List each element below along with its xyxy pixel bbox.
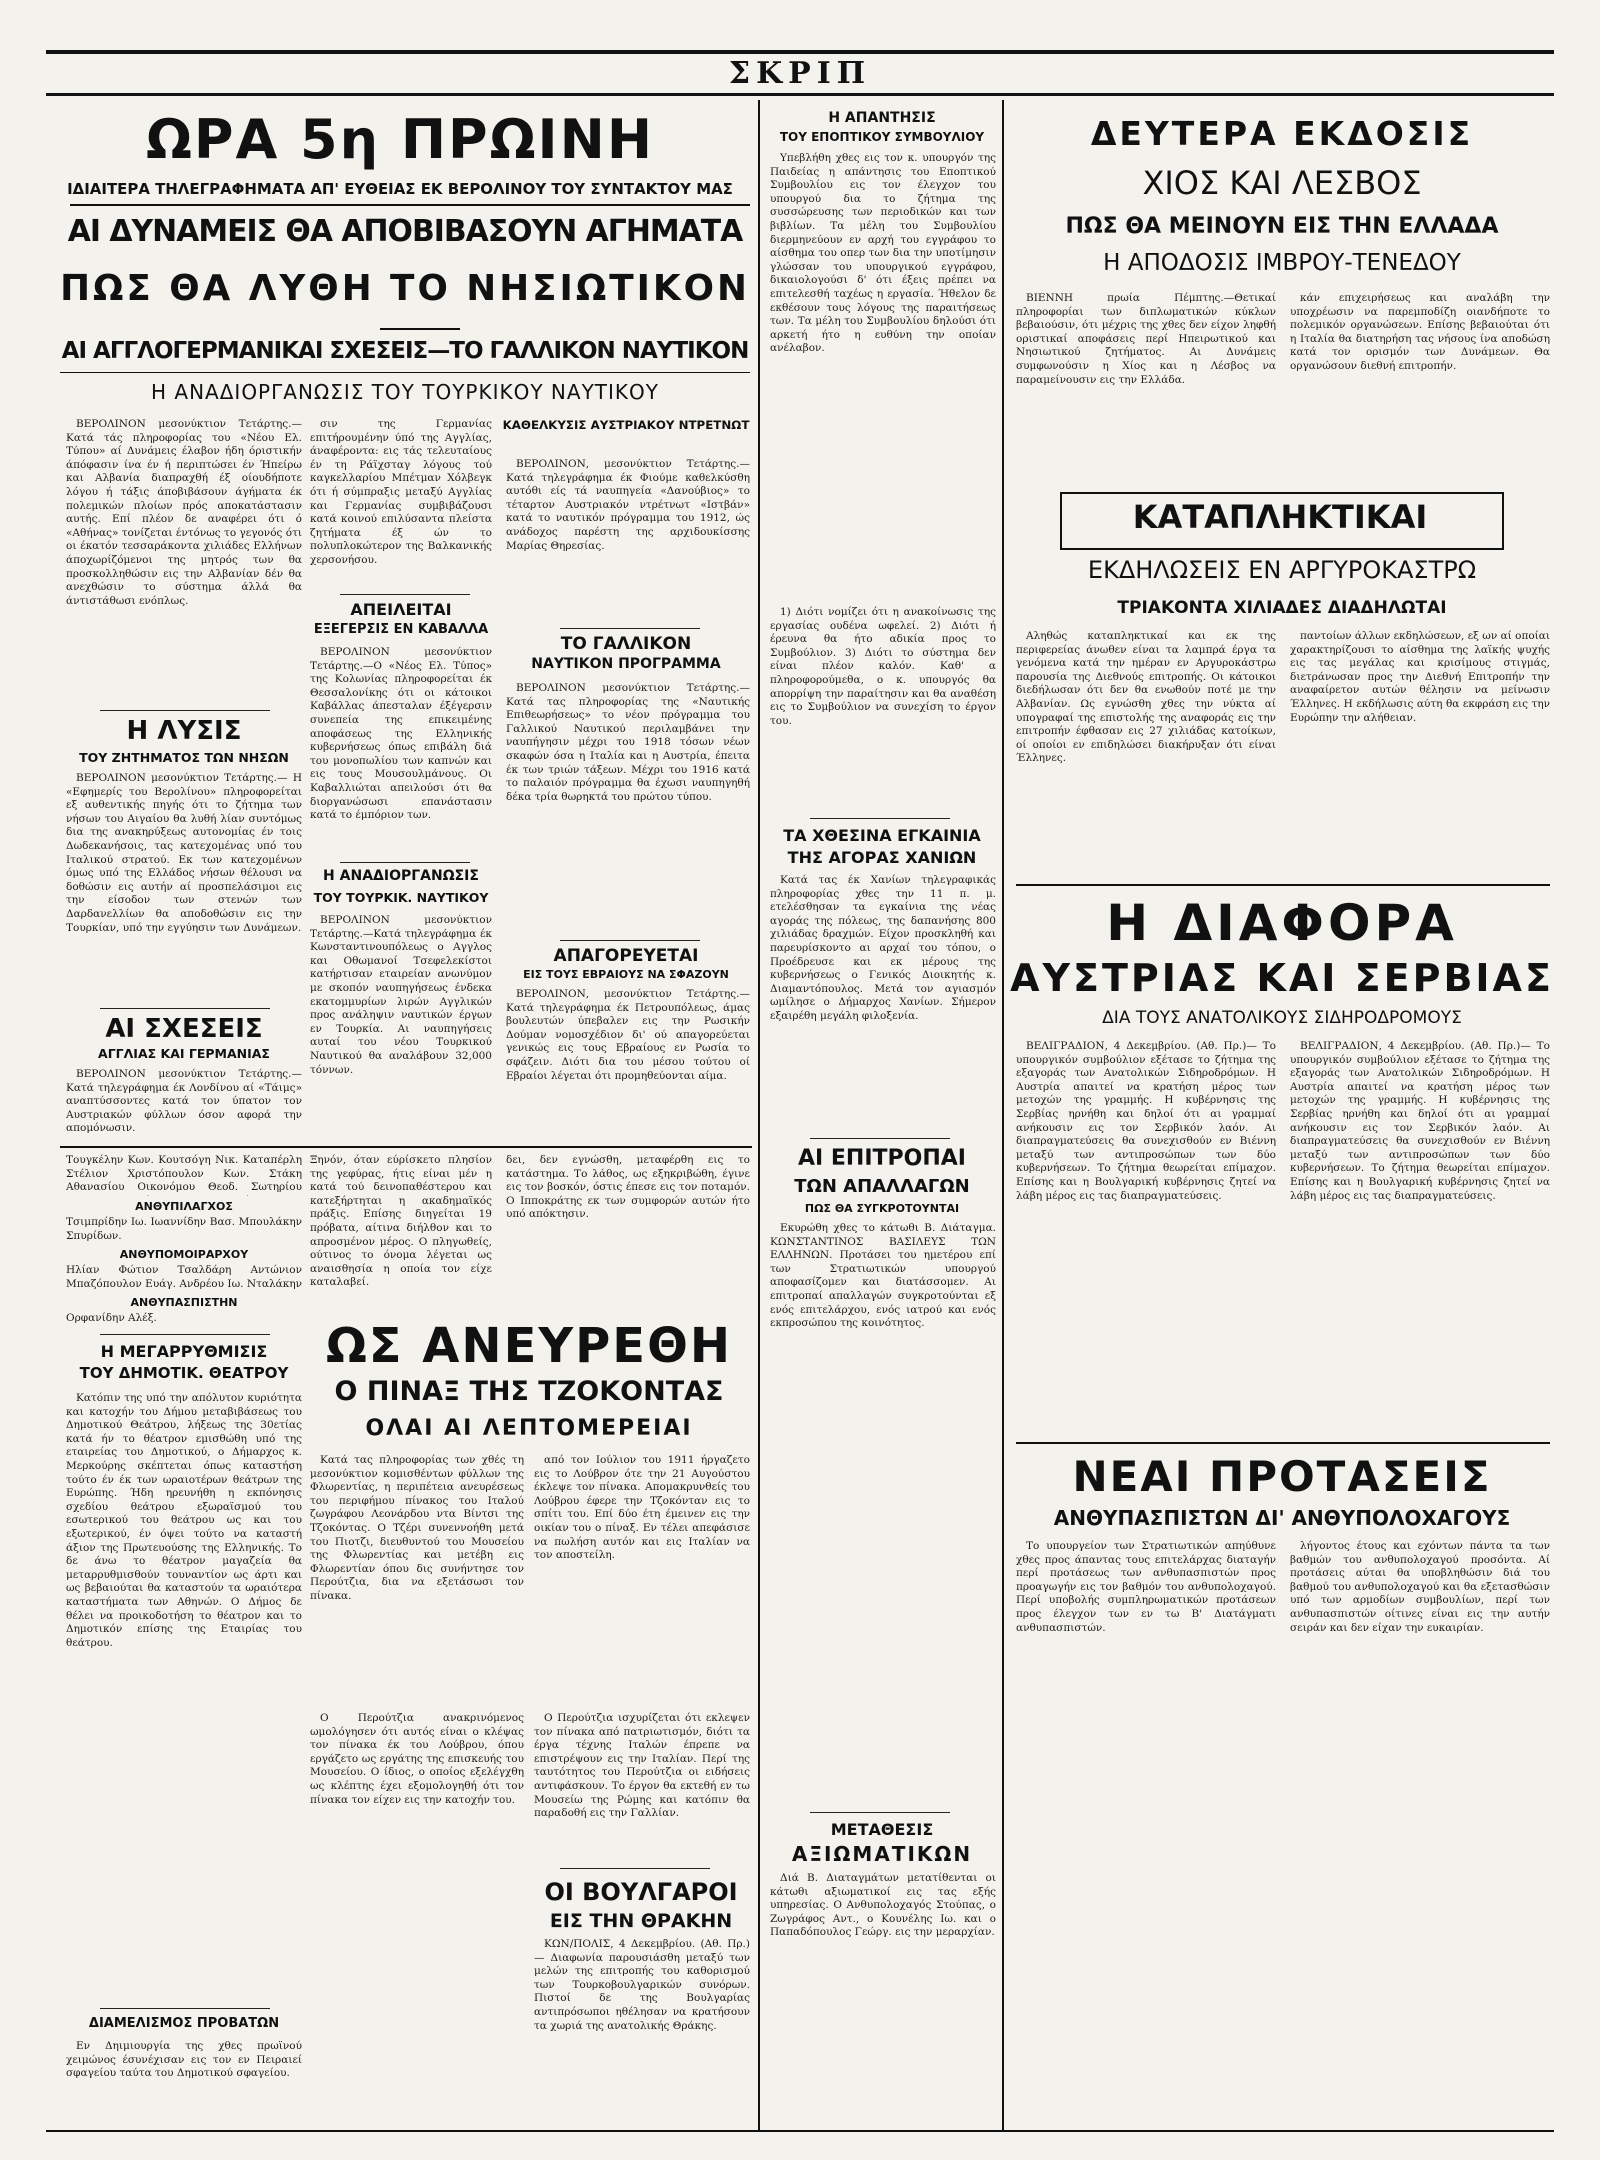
headline-dynameis: ΑΙ ΔΥΝΑΜΕΙΣ ΘΑ ΑΠΟΒΙΒΑΣΟΥΝ ΑΓΗΜΑΤΑ [67, 214, 743, 249]
article-body: Ο Περούτζια ισχυρίζεται ότι εκλεψεν τον πίνακα από πατριωτισμόν, διότι τα έργα τέχνης Ιταλών έπρεπε να επιστρέψουν εις την Ιταλίαν. Περί της ταυτότητος του Περούτζια οι ειδήσεις αντιφάσκουν. Το έργον θα εκτεθή εν τω Μουσείω της Ρώμης και κατόπιν θα παραδοθή εις την Γαλλίαν. [534, 1712, 750, 1820]
subhead-imvrou: Η ΑΠΟΔΟΣΙΣ ΙΜΒΡΟΥ-ΤΕΝΕΔΟΥ [1103, 250, 1461, 276]
bottom-rule [46, 2130, 1554, 2132]
article-body: ΒΕΡΟΛΙΝΟΝ, μεσονύκτιον Τετάρτης.— Κατά τηλεγράφημα έκ Πετρουπόλεως, άμας βουλευτών ύπεβαλεν εις την Ρωσικήν Δούμαν νομοσχέδιον δι' ού απαγορεύεται γενικώς εις τους Εβραίους εν Ρωσία το σφάζειν. Διότι δια του μέσου τούτου οί Εβραίοι λέγεται ότι προμηθεύονται αίμα. [506, 988, 750, 1082]
article-body: Ο Περούτζια ανακρινόμενος ωμολόγησεν ότι αυτός είναι ο κλέψας τον πίνακα έκ του Λούβρου, όπου εργάζετο ως εργάτης της επισκευής του Μουσείου. Ο ίδιος, ο οποίος εξελέγχθη ως κλέπτης έχει εξομολογηθή ότι τον πίνακα τον είχεν εις την κατοχήν του. [310, 1712, 524, 1806]
article-body: σιν της Γερμανίας επιτήρουμένην ύπό της Αγγλίας, άναφέροντα: εις τάς τελευταίους έν τη Ράϊχσταγ λόγους τού καγκελλαρίου Μπέτμαν Χόλβεγκ ότι ή σύμπραξις μεταξύ Αγγλίας και Γερμανίας συμβιβάζουσι κατά κοινού επιλύσαντα πλείστα ζητήματα έξ ών το πολυπλοκώτερον της Βαλκανικής χερσονήσου. [310, 418, 492, 566]
divider [560, 1868, 710, 1869]
column-rule [1002, 100, 1004, 2130]
list-heading: ΑΝΘΥΠΙΛΑΓΧΟΣ [135, 1200, 233, 1213]
masthead-rule [46, 93, 1554, 96]
name-list: Ηλίαν Φώτιον Τσαλδάρη Αντώνιον Μπαζόπουλον Ευάγ. Ανδρέου Ιω. Νταλάκην [66, 1264, 302, 1290]
divider [810, 1812, 950, 1813]
headline-diafora: Η ΔΙΑΦΟΡΑ [1106, 894, 1458, 952]
subhead-details: ΟΛΑΙ ΑΙ ΛΕΠΤΟΜΕΡΕΙΑΙ [365, 1416, 693, 1441]
subtitle-symvouliou: ΤΟΥ ΕΠΟΠΤΙΚΟΥ ΣΥΜΒΟΥΛΙΟΥ [779, 130, 985, 144]
subhead-telegrams: ΙΔΙΑΙΤΕΡΑ ΤΗΛΕΓΡΑΦΗΜΑΤΑ ΑΠ' ΕΥΘΕΙΑΣ ΕΚ ΒΕΡΟΛΙΝΟΥ ΤΟΥ ΣΥΝΤΑΚΤΟΥ ΜΑΣ [67, 180, 733, 198]
subhead-sidirodromous: ΔΙΑ ΤΟΥΣ ΑΝΑΤΟΛΙΚΟΥΣ ΣΙΔΗΡΟΔΡΟΜΟΥΣ [1102, 1008, 1462, 1028]
title-megarrythmisis: Η ΜΕΓΑΡΡΥΘΜΙΣΙΣ [100, 1342, 268, 1361]
article-body: Κατά τας έκ Χανίων τηλεγραφικάς πληροφορίας χθες την 11 π. μ. ετελέσθησαν τα εγκαίνια της νέας αγοράς της πόλεως, της δαπανήσης 800 χιλιάδας δραχμών. Είχον προσκληθή και παρευρίσκοντο αι αρχαί του τόπου, ο Προέδρευσε και εκ μέρους της κυβερνήσεως ο Γενικός Διοικητής κ. Διαμαντόπουλος. Μετά τον αγιασμόν ωμίλησε ο Δήμαρχος Χανίων. Σήμερον εξαιρέθη μεγάλη φιλοξενία. [770, 874, 996, 1022]
divider [340, 594, 470, 595]
subhead-argyrokastro: ΕΚΔΗΛΩΣΕΙΣ ΕΝ ΑΡΓΥΡΟΚΑΣΤΡΩ [1087, 556, 1477, 584]
section-rule [1016, 884, 1550, 886]
article-body: Εκυρώθη χθες το κάτωθι Β. Διάταγμα. ΚΩΝΣΤΑΝΤΙΝΟΣ ΒΑΣΙΛΕΥΣ ΤΩΝ ΕΛΛΗΝΩΝ. Προτάσει του ημετέρου επί των Στρατιωτικών υπουργού αποφασίζομεν και διατάσσομεν. Αι επιτροπαί απαλλαγών συγκροτούνται εξ ενός επιτελάρχου, ενός ιατρού και ενός εκπροσώπου της κοινότητος. [770, 1222, 996, 1330]
title-egkainia: ΤΑ ΧΘΕΣΙΝΑ ΕΓΚΑΙΝΙΑ [783, 826, 981, 845]
divider [810, 818, 950, 819]
subtitle-apallagon: ΤΩΝ ΑΠΑΛΛΑΓΩΝ [794, 1176, 970, 1197]
headline-ora: ΩΡΑ 5η ΠΡΩΙΝΗ [145, 108, 655, 171]
title-apantisis: Η ΑΠΑΝΤΗΣΙΣ [828, 110, 936, 126]
subtitle-programma: ΝΑΥΤΙΚΟΝ ΠΡΟΓΡΑΜΜΑ [531, 656, 721, 672]
list-heading: ΑΝΘΥΠΟΜΟΙΡΑΡΧΟΥ [119, 1248, 249, 1261]
article-body: 1) Διότι νομίζει ότι η ανακοίνωσις της εργασίας ουδένα ωφελεί. 2) Διότι ή έρευνα θα ήτο αδικία προς το Συμβούλιον. 3) Διότι το σύστημα δεν είναι πλέον καλόν. Καθ' α πληροφορούμεθα, ο κ. υπουργός θα απορρίψη την παραίτησιν και θα αναθέση εις το Συμβούλιον να συνεχίση το έργον του. [770, 606, 996, 727]
article-body: Διά Β. Διαταγμάτων μετατίθενται οι κάτωθι αξιωματικοί εις τας εξής υπηρεσίας. Ο Ανθυπολοχαγός Στούπας, ο Ζωγράφος Αντ., ο Κουνέλης Ιω. και ο Παπαδόπουλος Γεώργ. εις την μεραρχίαν. [770, 1872, 996, 1939]
article-body: ΒΕΡΟΛΙΝΟΝ μεσονύκτιον Τετάρτης.— Η «Εφημερίς του Βερολίνου» πληροφορείται εξ αυθεντικής πηγής ότι το ζήτημα των νήσων του Αιγαίου θα λυθή λίαν συντόμως δια της ανακηρύξεως αυτονομίας έν τοις Δωδεκανήσοις, τας κατεχομένας υπό του Ιταλικού στρατού. Εκ των κατεχομένων όμως υπό της Ελλάδος νήσων θέλουσι να δοθώσιν εις αυτήν αί προσπελάσιμοι εις την είσοδον των στενών των Δαρδανελλίων θα αποδοθώσιν εις την Τουρκίαν, υπό την εγγύησιν των Δυνάμεων. [66, 772, 302, 934]
article-body: Αληθώς καταπληκτικαί και εκ της περιφερείας άνωθεν είναι τα λαμπρά έργα τα γενόμενα κατά την ημέραν εν Αργυροκάστρω παρουσία της Διεθνούς επιτροπής. Οι κάτοικοι διεδήλωσαν ότι δεν θα ενωθούν ποτέ με την Αλβανίαν. Ως εγνώσθη χθες την νύκτα αί υπογραφαί της επιστολής της αναφοράς εις την επιτροπήν έφθασαν εις 27 χιλιάδας κατοίκων, οί οποίοι εν επιδηλώσει διακήρυξαν ότι είναι Έλληνες. [1016, 630, 1276, 765]
title-apagoreuetai: ΑΠΑΓΟΡΕΥΕΤΑΙ [553, 946, 699, 966]
headline-austrias-servias: ΑΥΣΤΡΙΑΣ ΚΑΙ ΣΕΡΒΙΑΣ [1010, 956, 1554, 1000]
subhead-diadilotai: ΤΡΙΑΚΟΝΤΑ ΧΙΛΙΑΔΕΣ ΔΙΑΔΗΛΩΤΑΙ [1117, 598, 1447, 618]
title-metathesis: ΜΕΤΑΘΕΣΙΣ [830, 1820, 934, 1839]
headline-anevrethi: ΩΣ ΑΝΕΥΡΕΘΗ [325, 1318, 733, 1374]
divider [100, 2008, 270, 2009]
masthead: ΣΚΡΙΠ [728, 56, 872, 91]
divider [810, 1138, 950, 1139]
column-rule [758, 100, 760, 2130]
title-galliko: ΤΟ ΓΑΛΛΙΚΟΝ [560, 634, 692, 654]
rule [380, 328, 460, 330]
name-list: Τουγκέλην Κων. Κουτσόγη Νικ. Καταπέρλη Στέλιον Χριστόπουλον Κων. Στάκη Αθανασίου Οικονόμου Θεοδ. Σωτηρίου [66, 1154, 302, 1194]
article-body: Υπεβλήθη χθες εις τον κ. υπουργόν της Παιδείας η απάντησις του Εποπτικού Συμβουλίου εις τον έλεγχον του υπουργού δια το ζήτημα της συσσώρευσης των περιοδικών και των βιβλίων. Τα μέλη του Συμβουλίου διερμηνεύουν εν αρχή του εγγράφου το αίσθημα του οπερ των δια την υποτίμησιν γλώσσαν του υπουργικού εγγράφου, δικαιολογούσι δ' ότι έξεις πρέπει να επιτελεσθή ταχέως η εργασία. Ήθελον δε εκθέσουν τους λόγους της παραιτήσεως των. Τα μέλη του Συμβουλίου δηλούσι ότι αρκετή ήτο η ευθύνη την οποίαν ανέλαβον. [770, 152, 996, 355]
title-diamelismos: ΔΙΑΜΕΛΙΣΜΟΣ ΠΡΟΒΑΤΩΝ [88, 2016, 280, 2031]
subhead-ellada: ΠΩΣ ΘΑ ΜΕΙΝΟΥΝ ΕΙΣ ΤΗΝ ΕΛΛΑΔΑ [1065, 214, 1499, 239]
title-kathelkysis: ΚΑΘΕΛΚΥΣΙΣ ΑΥΣΤΡΙΑΚΟΥ ΝΤΡΕΤΝΩΤ [502, 418, 750, 432]
divider [100, 1008, 270, 1009]
subhead-anthypaspiston: ΑΝΘΥΠΑΣΠΙΣΤΩΝ ΔΙ' ΑΝΘΥΠΟΛΟΧΑΓΟΥΣ [1053, 1506, 1511, 1530]
article-body: ΒΕΡΟΛΙΝΟΝ μεσονύκτιον Τετάρτης.—Ο «Νέος Ελ. Τύπος» της Κολωνίας πληροφορείται έκ Θεσσαλονίκης ότι οι κάτοικοι Καβάλλας άπεσταλαν έξέγερσιν συνεπεία της επικειμένης αποφάσεως της Ελληνικής κυβερνήσεως όπως επιβάλη διά του μονοπωλίου των καπνών και εις τους Μουσουλμάνους. Οι Καβαλλιώται απειλούσι ότι θα διοργανώσωσι επανάστασιν κατά το έμπόριον των. [310, 646, 492, 822]
divider [560, 628, 700, 629]
banner-deutera-ekdosis: ΔΕΥΤΕΡΑ ΕΚΔΟΣΙΣ [1090, 114, 1474, 153]
article-body: κάν επιχειρήσεως και αναλάβη την υποχρέωσιν να παρεμποδίζη οιανδήποτε το πολεμικόν οργανώσεων. Επίσης βεβαιούται ότι η Ιταλία θα διατηρήση τας νήσους ίνα αποδώση κατά τον ορισμόν των Δυνάμεων. Θα οργανώσουν διεθνή επιτροπήν. [1290, 292, 1550, 372]
subtitle-axiomatikon: ΑΞΙΩΜΑΤΙΚΩΝ [791, 1842, 973, 1866]
title-lysis: Η ΛΥΣΙΣ [126, 716, 242, 746]
subhead-gioconda: Ο ΠΙΝΑΞ ΤΗΣ ΤΖΟΚΟΝΤΑΣ [334, 1376, 724, 1407]
subtitle-thraki: ΕΙΣ ΤΗΝ ΘΡΑΚΗΝ [549, 1910, 733, 1932]
list-heading: ΑΝΘΥΠΑΣΠΙΣΤΗΝ [130, 1296, 238, 1309]
title-sxeseis: ΑΙ ΣΧΕΣΕΙΣ [105, 1014, 263, 1044]
divider [340, 862, 470, 863]
article-body: παντοίων άλλων εκδηλώσεων, εξ ων αί οποίαι χαρακτηρίζουσι το αίσθημα της λαϊκής ψυχής εις τας μεγάλας και κρισίμους στιγμάς, διετράνωσαν προς την Διεθνή Επιτροπήν την αναφαίρετον αυτών θέλησιν να μείνωσιν Έλληνες. Η εκδήλωσις αύτη θα εκφράση εις την Ευρώπην την αλήθειαν. [1290, 630, 1550, 724]
headline-sxeseis: ΑΙ ΑΓΓΛΟΓΕΡΜΑΝΙΚΑΙ ΣΧΕΣΕΙΣ—ΤΟ ΓΑΛΛΙΚΟΝ ΝΑΥΤΙΚΟΝ [61, 338, 749, 364]
subtitle-naftikou: ΤΟΥ ΤΟΥΡΚΙΚ. ΝΑΥΤΙΚΟΥ [313, 890, 489, 905]
name-list: Τσιμπρίδην Ιω. Ιωαννίδην Βασ. Μπουλάκην Σπυρίδων. [66, 1216, 302, 1242]
headline-anadiorganosis: Η ΑΝΑΔΙΟΡΓΑΝΩΣΙΣ ΤΟΥ ΤΟΥΡΚΙΚΟΥ ΝΑΥΤΙΚΟΥ [151, 380, 659, 404]
article-body: ΒΕΡΟΛΙΝΟΝ, μεσονύκτιον Τετάρτης.— Κατά τηλεγράφημα έκ Φιούμε καθελκύσθη αυτόθι είς τά ναυπηγεία «Δανούβιος» το τέταρτον Αυστριακόν ντρέτνωτ «Ιστβάν» κατά το ναυτικόν πρόγραμμα του 1912, ώς ανάδοχος παρέστη της αρχιδουκίσσης Μαρίας Θηρεσίας. [506, 458, 750, 552]
article-body: Κατά τας πληροφορίας των χθές τη μεσονύκτιον κομισθέντων φύλλων της Φλωρεντίας, η περιπέτεια ανευρέσεως του περιφήμου πίνακος του Ιταλού ζωγράφου Λεονάρδου ντα Βίντσι της Τζοκόντας. Ο Τζέρι συνεννοήθη μετά του Πιοτζι, διευθυντού του Μουσείου της Φλωρεντίας και μετέβη εις Φλωρεντίαν όπου δις συνήντησε τον Περούτζια, δια να εξετάσωσι τον πίνακα. [310, 1454, 524, 1602]
article-body: ΒΕΡΟΛΙΝΟΝ μεσονύκτιον Τετάρτης.—Κατά τας πληροφορίας της «Ναυτικής Επιθεωρήσεως» το νέον πρόγραμμα του Γαλλικού Ναυτικού περιλαμβάνει την ναυπήγησιν μέχρι του 1918 τόσων νέων σκαφών όσα η Ιταλία και η Αυστρία, έπειτα έκ των τριών τάξεων. Μέχρι του 1916 κατά το παλαιόν πρόγραμμα θα έχωσι ναυπηγηθή δέκα τρία θωρηκτά του πρώτου τύπου. [506, 682, 750, 803]
headline-katapliktikai: ΚΑΤΑΠΛΗΚΤΙΚΑΙ [1132, 498, 1428, 536]
rule [70, 204, 750, 206]
subtitle-sxeseis: ΑΓΓΛΙΑΣ ΚΑΙ ΓΕΡΜΑΝΙΑΣ [98, 1046, 270, 1061]
subtitle-kavalla: ΕΞΕΓΕΡΣΙΣ ΕΝ ΚΑΒΑΛΛΑ [313, 622, 489, 637]
section-rule [60, 1146, 752, 1148]
divider [100, 710, 270, 711]
top-rule [46, 50, 1554, 54]
article-body: λήγοντος έτους και εχόντων πάντα τα των βαθμών του ανθυπολοχαγού προσόντα. Αί προτάσεις αύται θα υποβληθώσιν διά του βαθμού του ανθυπολοχαγού και θα εξετασθώσιν υπό των αρμοδίων συμβουλίων, περί των ανθυπασπιστών οίτινες είναι εις την αυτήν σειράν και δεν είχαν την ευκαιρίαν. [1290, 1540, 1550, 1634]
divider [560, 940, 700, 941]
section-rule [1016, 1442, 1550, 1444]
article-body: Εν Δηιμιουργία της χθες πρωϊνού χειμώνος έσυνέχισαν εις τον εν Πειραιεί σφαγείου ταύτα του Δημοτικού σφαγείου. [66, 2040, 302, 2080]
article-body: από τον Ιούλιον του 1911 ήργαζετο εις το Λούβρον ότε την 21 Αυγούστου έκλεψε τον πίνακα. Απομακρυνθείς του Λούβρου έφερε την Τζοκόνταν εις το σπίτι του. Επί δύο έτη έμεινεν εις την οικίαν του ο πίναξ. Εν τέλει απεφάσισε να πωλήση αυτόν και εις Ιταλίαν να τον αποστείλη. [534, 1454, 750, 1562]
article-body: Το υπουργείον των Στρατιωτικών απηύθυνε χθες προς άπαντας τους επιτελάρχας διαταγήν περί προτάσεως των ανθυπασπιστών προς προαγωγήν εις τον βαθμόν του ανθυπολοχαγού. Περί υποβολής συμπληρωματικών προτάσεων προς έλεγχον των εν τω Β' Διατάγματι ανθυπασπιστών. [1016, 1540, 1276, 1634]
subtitle-synkrotountai: ΠΩΣ ΘΑ ΣΥΓΚΡΟΤΟΥΝΤΑΙ [804, 1202, 960, 1215]
subtitle-lysis: ΤΟΥ ΖΗΤΗΜΑΤΟΣ ΤΩΝ ΝΗΣΩΝ [79, 750, 289, 765]
rule [60, 372, 750, 373]
headline-neai-protaseis: ΝΕΑΙ ΠΡΟΤΑΣΕΙΣ [1072, 1452, 1492, 1501]
article-body: Ξηνόν, όταν εύρίσκετο πλησίον της γεφύρας, ήτις είναι μέν η κατά τού δεινοπαθέστερου και κατεξήρτηται η ακαδημαϊκός πράξις. Επίσης διηγείται 19 πρόβατα, αίτινα διήλθον και το απροσμένον μέρος. Ο πληγωθείς, ούτινος το όνομα λέγεται ως αναισθησία η οποία τον είχε καταλαβεί. [310, 1154, 492, 1289]
subtitle-theatrou: ΤΟΥ ΔΗΜΟΤΙΚ. ΘΕΑΤΡΟΥ [79, 1364, 289, 1382]
article-body: ΒΕΛΙΓΡΑΔΙΟΝ, 4 Δεκεμβρίου. (Αθ. Πρ.)— Το υπουργικόν συμβούλιον εξέτασε το ζήτημα της εξαγοράς των Ανατολικών Σιδηροδρόμων. Η Αυστρία απαιτεί να κρατήση μέρος των μετοχών της γραμμής. Η κυβέρνησις της Σερβίας ηρνήθη και δηλοί ότι αι γραμμαί ανήκουσιν εις τον Σερβικόν λαόν. Αι διαπραγματεύσεις θα συνεχισθούν εν Βιέννη μεταξύ των αντιπροσώπων των δύο κυβερνήσεων. Το ζήτημα θεωρείται επίμαχον. Επίσης και η Βουλγαρική κυβέρνησις ζητεί να λάβη μέρος εις τας διαπραγματεύσεις. [1016, 1040, 1276, 1202]
article-body: ΒΙΕΝΝΗ πρωία Πέμπτης.—Θετικαί πληροφορίαι των διπλωματικών κύκλων βεβαιούσιν, ότι μέχρις της χθες δεν είχον ληφθή οριστικαί αποφάσεις περί Ηπειρωτικού και Νησιωτικού ζητήματος. Αι Δυνάμεις συμφωνούσιν η Χίος και η Λέσβος να παραμείνουσιν εις την Ελλάδα. [1016, 292, 1276, 386]
subtitle-xanion: ΤΗΣ ΑΓΟΡΑΣ ΧΑΝΙΩΝ [787, 848, 977, 867]
article-body: ΒΕΡΟΛΙΝΟΝ μεσονύκτιον Τετάρτης.—Κατά τηλεγράφημα έκ Κωνσταντινουπόλεως ο Αγγλος και Οθωμανοί Τσεφελεκίστοι κατήρτισαν εταιρείαν ανωνύμον με σκοπόν ναυπηγήσεως ένδεκα εκατομμυρίων λιρών Αγγλικών προς ανάληψιν ναυτικών έργων εν Τουρκία. Αι ναυπηγήσεις αυταί του νέου Τουρκικού Ναυτικού θα αναλάβουν 32,000 τόννων. [310, 914, 492, 1076]
article-body: Κατόπιν της υπό την απόλυτον κυριότητα και κατοχήν του Δήμου μεταβιβάσεως του Δημοτικού Θεάτρου, λήξεως της 30ετίας κατά ήν το θέατρον εμισθώθη υπό της εταιρείας του Δημοτικού, ο Δήμαρχος κ. Μερκούρης σκέπτεται όπως καταστήση τούτο έν έκ των ωραιοτέρων θεάτρων της Ευρώπης. Ήδη ηρευνήθη η εκπόνησις σχεδίου θεάτρου εξωραϊσμού του εσωτερικού του θεάτρου ως και του εξωτερικού, έν όψει τούτο να καταστή άξιον της Πρωτευούσης της Ελληνικής. Το δε άνω το θέατρον μαγαζεία θα μεταρρυθμισθούν τουναντίον ως άρτι και ως βεβαιούται θα καταστούν τα ωραιότερα καταστήματα των Αθηνών. Ο Δήμος δε θέλει να προικοδοτήση το θέατρον και το Δημοτικόν επίσης της Εταιρίας του θεάτρου. [66, 1392, 302, 1649]
title-epitropai: ΑΙ ΕΠΙΤΡΟΠΑΙ [798, 1146, 966, 1171]
article-body: ΒΕΡΟΛΙΝΟΝ μεσονύκτιον Τετάρτης.— Κατά τηλεγράφημα έκ Λονδίνου αί «Τάιμς» αναπτύσσοντες κατά τον ύπατον τον Αυστριακών φύλλων όσον αφορά την απομόνωσιν. [66, 1068, 302, 1135]
divider [100, 1334, 270, 1335]
article-body: ΒΕΛΙΓΡΑΔΙΟΝ, 4 Δεκεμβρίου. (Αθ. Πρ.)— Το υπουργικόν συμβούλιον εξέτασε το ζήτημα της εξαγοράς των Ανατολικών Σιδηροδρόμων. Η Αυστρία απαιτεί να κρατήση μέρος των μετοχών της γραμμής. Η κυβέρνησις της Σερβίας ηρνήθη και δηλοί ότι αι γραμμαί ανήκουσιν εις τον Σερβικόν λαόν. Αι διαπραγματεύσεις θα συνεχισθούν εν Βιέννη μεταξύ των αντιπροσώπων των δύο κυβερνήσεων. Το ζήτημα θεωρείται επίμαχον. Επίσης και η Βουλγαρική κυβέρνησις ζητεί να λάβη μέρος εις τας διαπραγματεύσεις. [1290, 1040, 1550, 1202]
subtitle-evraious: ΕΙΣ ΤΟΥΣ ΕΒΡΑΙΟΥΣ ΝΑ ΣΦΑΖΟΥΝ [523, 968, 729, 981]
headline-xios-lesvos: ΧΙΟΣ ΚΑΙ ΛΕΣΒΟΣ [1142, 164, 1422, 202]
title-voulgaroi: ΟΙ ΒΟΥΛΓΑΡΟΙ [544, 1878, 738, 1906]
article-body: ΒΕΡΟΛΙΝΟΝ μεσονύκτιον Τετάρτης.—Κατά τάς πληροφορίας του «Νέου Ελ. Τύπου» αί Δυνάμεις έλαβον ήδη όριστικήν άπόφασιν ίνα έν ή περιπτώσει έν Ήπείρω και Αλβανία διαπραχθή έξ οίουδήποτε λόγου ή τάξις άποβιβάσουν άγήματα έκ πολεμικών πλοίων πρός αποκατάστασιν αυτής. Επί πλέον δε αναφέρει ότι ό «Αθήνας» τονίζεται έντόνως το γεγονός ότι οι έκατόν τεσσαράκοντα χιλιάδες Ελλήνων άποχωρίζόμενοι της μητρός των θα προσκολληθώσιν εις την Αλβανίαν δέν θα ανεχθώσιν το σύστημα άλλά θα άντιστάθωσι ενόπλως. [66, 418, 302, 607]
article-body: δει, δεν εγνώσθη, μεταφέρθη εις το κατάστημα. Το λάθος, ως εξηκριβώθη, έγινε εις τον βοσκόν, όστις έπεσε εις τον ποταμόν. Ο Ιπποκράτης εκ των συμφορών αυτών ήτο υπό απόκτησιν. [506, 1154, 750, 1221]
article-body: ΚΩΝ/ΠΟΛΙΣ, 4 Δεκεμβρίου. (Αθ. Πρ.)— Διαφωνία παρουσιάσθη μεταξύ των μελών της επιτροπής του καθορισμού των Τουρκοβουλγαρικών συνόρων. Πιστοί δε της Βουλγαρίας αντιπρόσωποι ηθέλησαν να κρατήσουν τα χωριά της ανατολικής Θράκης. [534, 1938, 750, 2032]
name-list: Ορφανίδην Αλέξ. [66, 1312, 157, 1324]
title-anadiorganosis: Η ΑΝΑΔΙΟΡΓΑΝΩΣΙΣ [323, 868, 479, 884]
headline-nisiotikon: ΠΩΣ ΘΑ ΛΥΘΗ ΤΟ ΝΗΣΙΩΤΙΚΟΝ [60, 268, 750, 309]
title-apeileitai: ΑΠΕΙΛΕΙΤΑΙ [350, 600, 452, 619]
